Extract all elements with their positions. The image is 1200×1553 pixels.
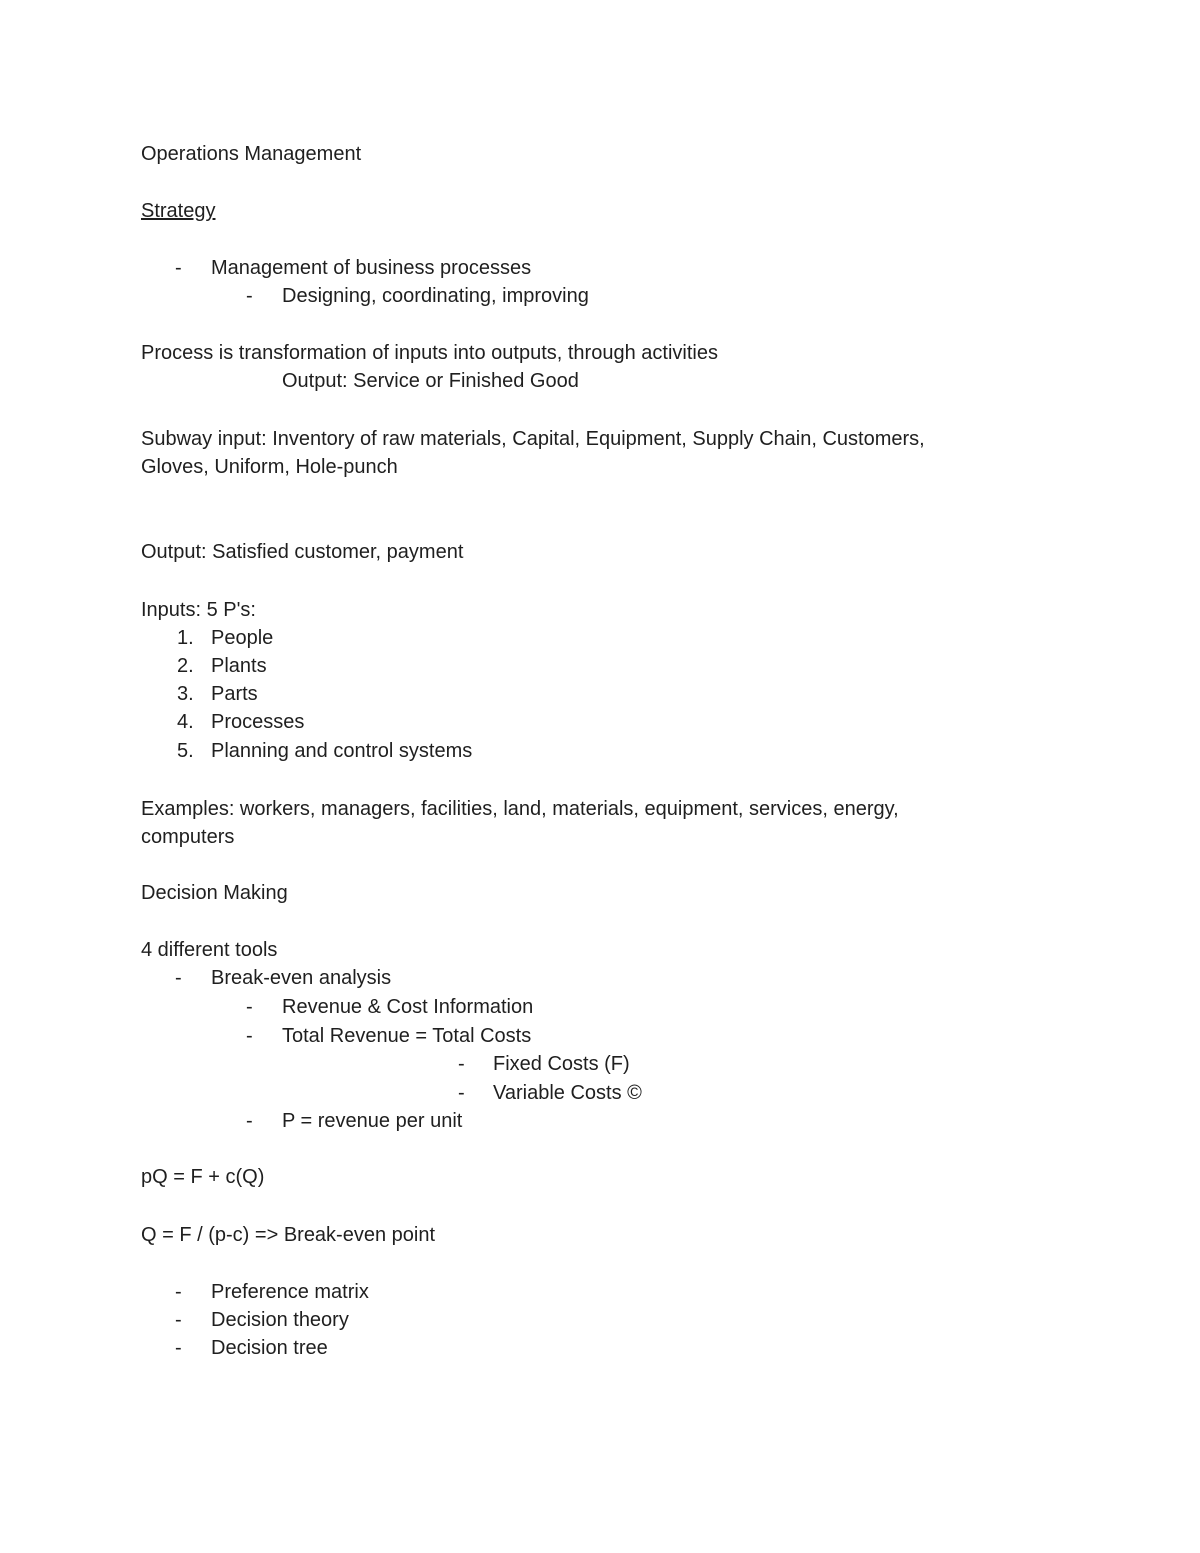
formula-line: pQ = F + c(Q) [141,1166,265,1188]
bullet-dash: - [175,1309,182,1331]
list-item: Processes [211,711,305,733]
list-item: P = revenue per unit [282,1110,463,1132]
list-item: Break-even analysis [211,967,392,989]
list-item: Planning and control systems [211,740,473,762]
bullet-dash: - [175,1281,182,1303]
list-item: Preference matrix [211,1281,369,1303]
examples-line: computers [141,826,235,848]
list-item: Parts [211,683,258,705]
decision-heading: Decision Making [141,882,288,904]
inputs-heading: Inputs: 5 P's: [141,599,256,621]
tools-heading: 4 different tools [141,939,278,961]
list-item: Variable Costs © [493,1082,642,1104]
list-number: 4. [177,711,194,733]
list-item: Designing, coordinating, improving [282,285,589,307]
bullet-dash: - [175,1337,182,1359]
bullet-dash: - [246,1110,253,1132]
list-number: 5. [177,740,194,762]
list-item: Revenue & Cost Information [282,996,534,1018]
list-item: Total Revenue = Total Costs [282,1025,532,1047]
subway-input-line: Subway input: Inventory of raw materials, Capital, Equipment, Supply Chain, Customers, [141,428,925,450]
bullet-dash: - [458,1082,465,1104]
process-definition: Process is transformation of inputs into outputs, through activities [141,342,718,364]
bullet-dash: - [246,1025,253,1047]
document-title: Operations Management [141,143,362,165]
process-output: Output: Service or Finished Good [282,370,579,392]
list-number: 1. [177,627,194,649]
bullet-dash: - [246,996,253,1018]
list-item: Management of business processes [211,257,532,279]
list-item: People [211,627,274,649]
list-item: Decision tree [211,1337,328,1359]
formula-line: Q = F / (p-c) => Break-even point [141,1224,436,1246]
bullet-dash: - [175,257,182,279]
bullet-dash: - [246,285,253,307]
list-item: Fixed Costs (F) [493,1053,630,1075]
examples-line: Examples: workers, managers, facilities, land, materials, equipment, services, energy, [141,798,899,820]
list-item: Plants [211,655,267,677]
bullet-dash: - [175,967,182,989]
bullet-dash: - [458,1053,465,1075]
list-number: 2. [177,655,194,677]
strategy-heading: Strategy [141,200,216,222]
list-number: 3. [177,683,194,705]
subway-output: Output: Satisfied customer, payment [141,541,464,563]
list-item: Decision theory [211,1309,349,1331]
subway-input-line: Gloves, Uniform, Hole-punch [141,456,398,478]
